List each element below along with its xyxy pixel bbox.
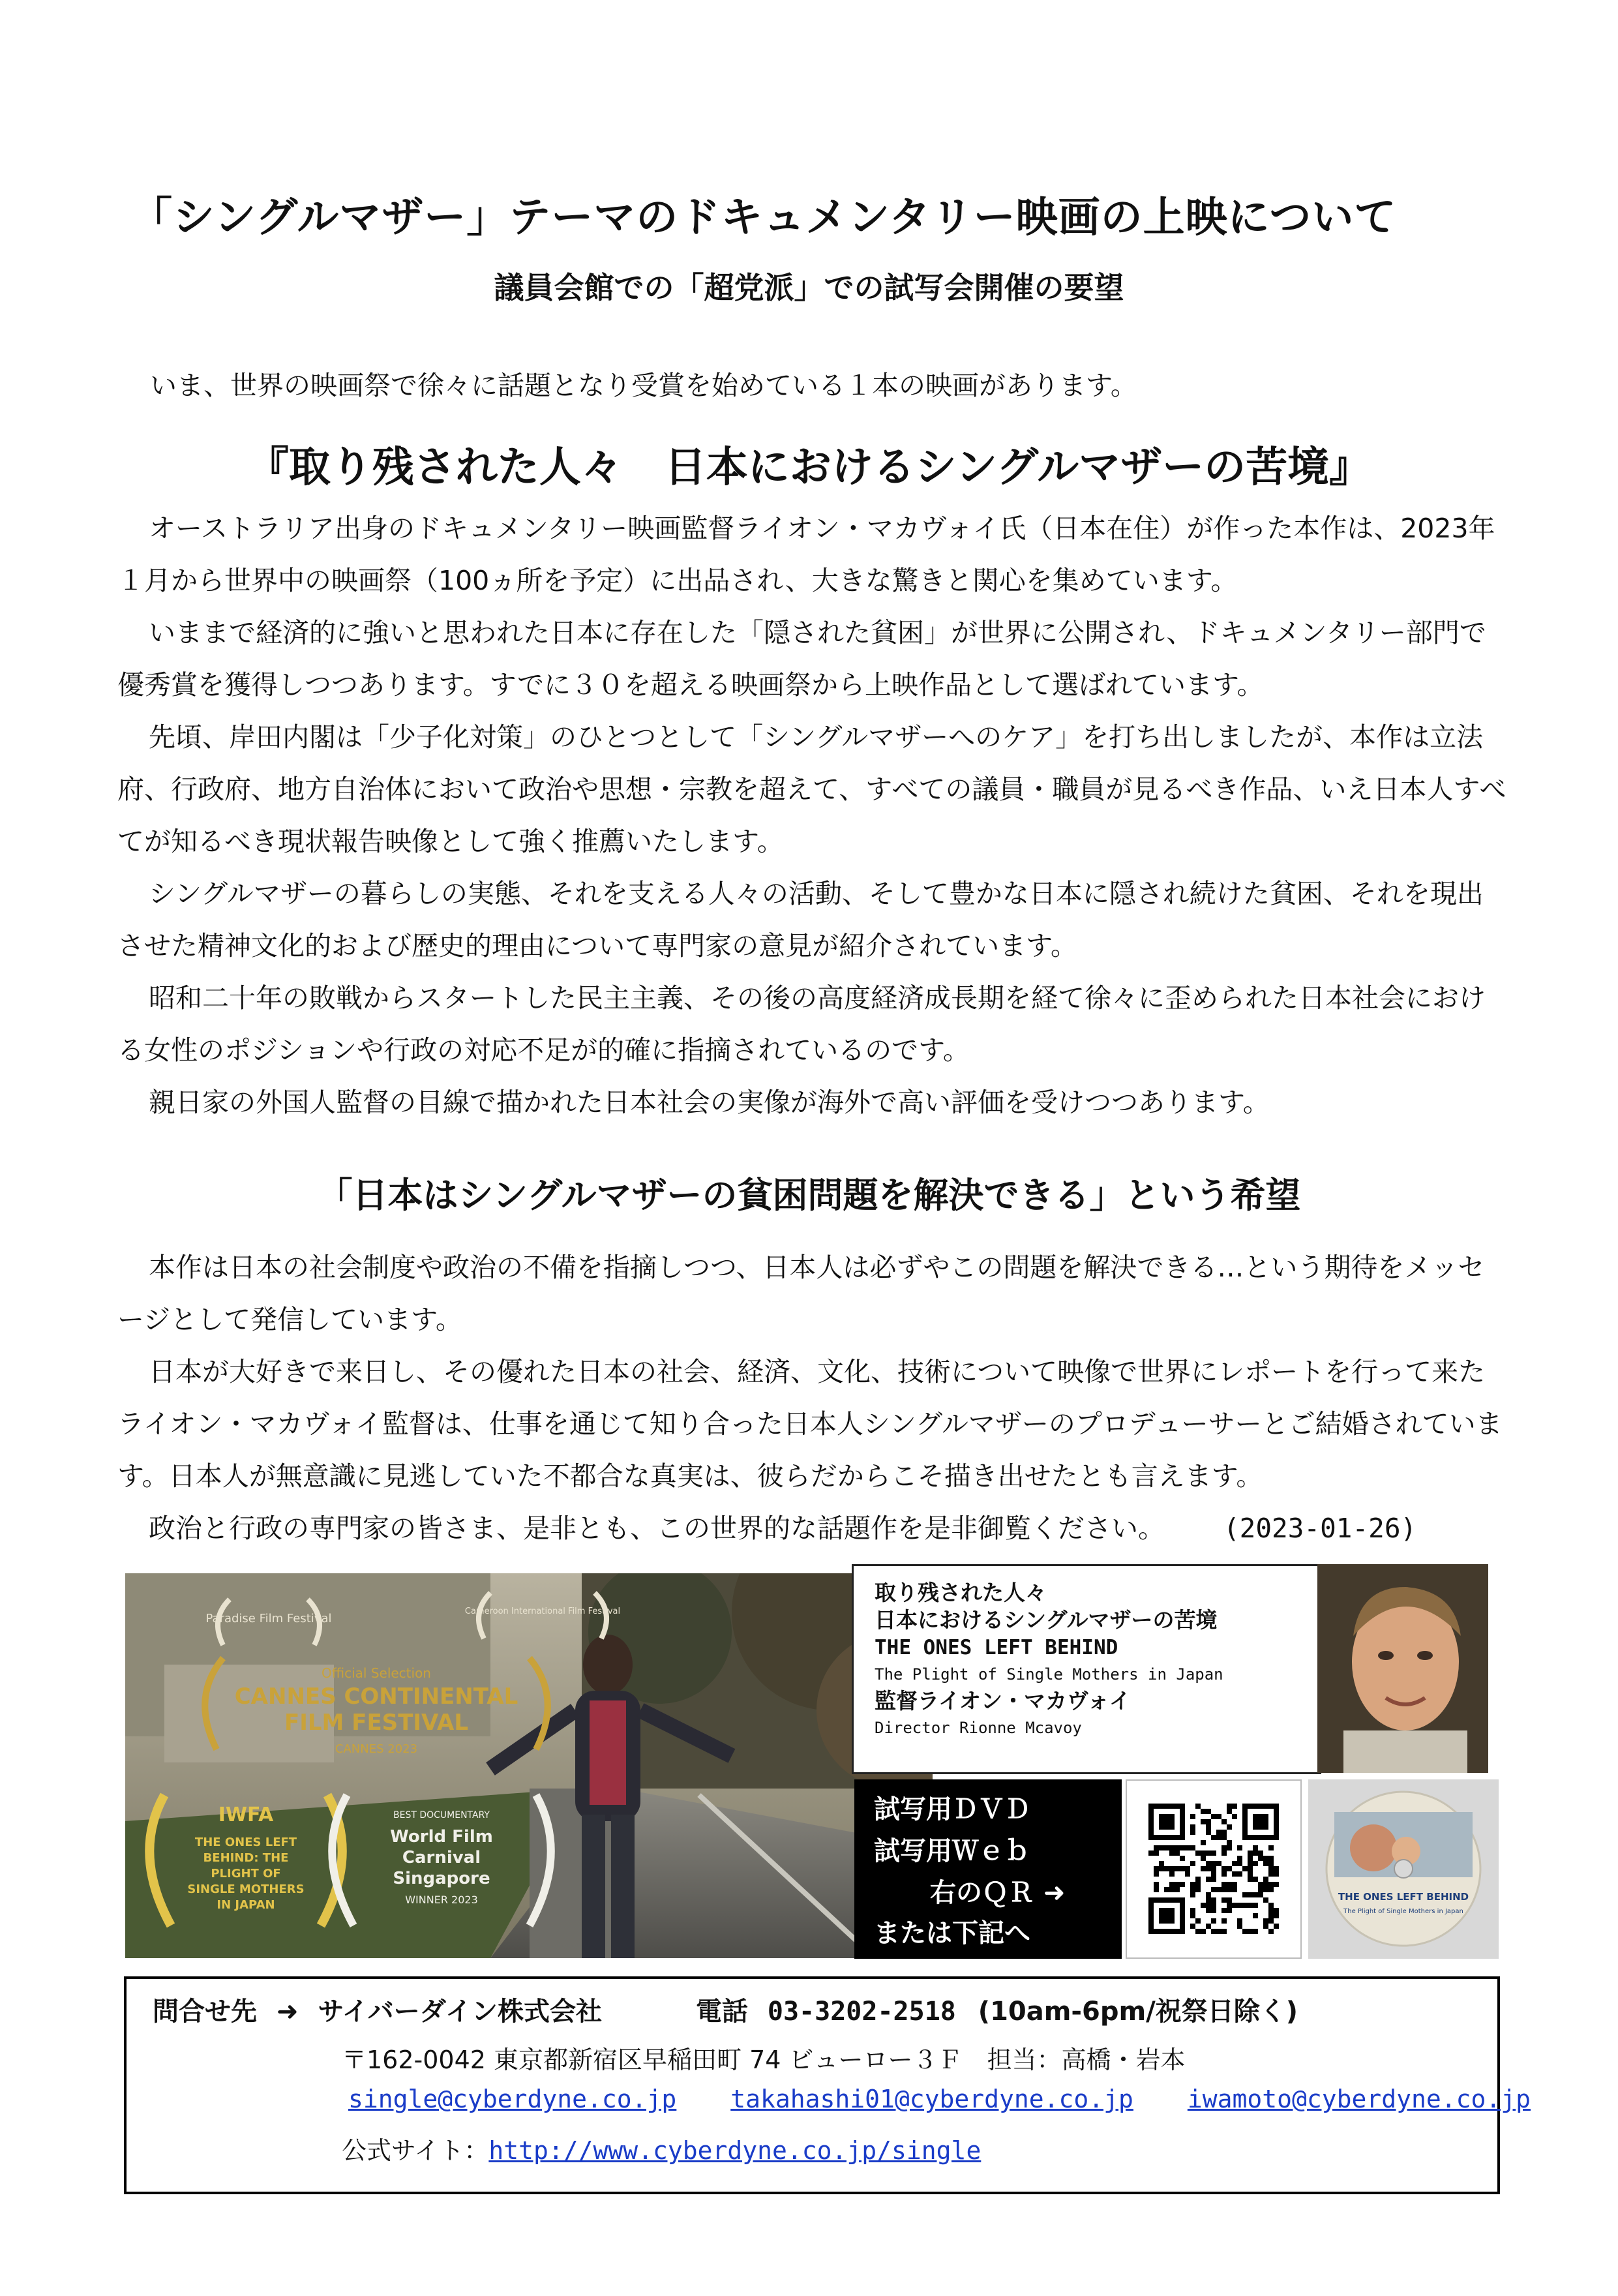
laurel-cameroon-text: Cameroon International Film Festival	[464, 1607, 621, 1616]
phone-number: 03-3202-2518	[767, 1997, 956, 2027]
section2-heading: 「日本はシングルマザーの貧困問題を解決できる」という希望	[317, 1175, 1301, 1216]
contact-box	[124, 1976, 1531, 2194]
laurel-cannes-bottom: CANNES 2023	[335, 1742, 418, 1756]
laurel-cannes-top: Official Selection	[322, 1665, 431, 1681]
website-label: 公式サイト：	[342, 2136, 489, 2165]
laurel-iwfa-line3: PLIGHT OF	[211, 1867, 281, 1881]
laurel-wfc-line2: Carnival	[402, 1848, 481, 1867]
phone-label: 電話	[695, 1997, 748, 2027]
dvd-disc-image	[1308, 1779, 1499, 1959]
dvd-line1: 試写用ＤＶＤ	[874, 1794, 1030, 1824]
info-en-subtitle: The Plight of Single Mothers in Japan	[875, 1665, 1223, 1684]
screening-info-box	[854, 1779, 1122, 1959]
website-link[interactable]: http://www.cyberdyne.co.jp/single	[488, 2136, 981, 2165]
qr-code-icon	[1127, 1781, 1300, 1957]
document-title: 「シングルマザー」テーマのドキュメンタリー映画の上映について	[130, 194, 1397, 242]
laurel-iwfa-line5: IN JAPAN	[217, 1898, 275, 1912]
contact-label: 問合せ先	[153, 1997, 257, 2027]
contact-address: 〒162-0042 東京都新宿区早稲田町 74 ビューロー３Ｆ 担当：高橋・岩本	[342, 2046, 1186, 2074]
contact-emails	[348, 2085, 1531, 2113]
document-date: (2023-01-26)	[1223, 1513, 1417, 1544]
business-hours: (10am-6pm/祝祭日除く)	[978, 1997, 1298, 2027]
info-jp-title2: 日本におけるシングルマザーの苦境	[875, 1607, 1218, 1633]
dvd-line4: または下記へ	[874, 1918, 1030, 1948]
paragraph: 先頃、岸田内閣は「少子化対策」のひとつとして「シングルマザーへのケア」を打ち出しましたが、本作は立法府、行政府、地方自治体において政治や思想・宗教を超えて、すべての議員・職員が見るべき作品、いえ日本人すべてが知るべき現状報告映像として強く推薦いたします。	[117, 721, 1506, 857]
laurel-cannes-main2: FILM FESTIVAL	[284, 1710, 468, 1736]
email-link-takahashi[interactable]: takahashi01@cyberdyne.co.jp	[730, 2085, 1133, 2113]
laurel-iwfa-line2: BEHIND: THE	[203, 1851, 289, 1865]
info-director-en: Director Rionne Mcavoy	[875, 1719, 1082, 1737]
laurel-wfc-line1: World Film	[390, 1827, 493, 1847]
laurel-wfc-top: BEST DOCUMENTARY	[393, 1810, 490, 1820]
laurel-wfc-bottom: WINNER 2023	[405, 1894, 478, 1906]
contact-line-company	[153, 1991, 1298, 2028]
woman-head	[583, 1635, 633, 1695]
paragraph: シングルマザーの暮らしの実態、それを支える人々の活動、そして豊かな日本に隠され続けた貧困、それを現出させた精神文化的および歴史的理由について専門家の意見が紹介されています。	[117, 878, 1484, 961]
document-subtitle: 議員会館での「超党派」での試写会開催の要望	[494, 270, 1124, 305]
poster-illustration	[125, 1573, 933, 1958]
paragraph: 昭和二十年の敗戦からスタートした民主主義、その後の高度経済成長期を経て徐々に歪められた日本社会における女性のポジションや行政の対応不足が的確に指摘されているのです。	[117, 982, 1486, 1066]
paragraph: オーストラリア出身のドキュメンタリー映画監督ライオン・マカヴォイ氏（日本在住）が作った本作は、2023年１月から世界中の映画祭（100ヵ所を予定）に出品され、大きな驚きと関心を集めています。	[117, 513, 1495, 596]
disc-subtitle: The Plight of Single Mothers in Japan	[1343, 1908, 1463, 1915]
laurel-iwfa-top: IWFA	[218, 1804, 274, 1826]
info-en-title: THE ONES LEFT BEHIND	[875, 1636, 1118, 1659]
section1-body	[117, 502, 1506, 1128]
info-jp-title1: 取り残された人々	[875, 1580, 1047, 1605]
laurel-wfc-line3: Singapore	[393, 1869, 490, 1888]
qr-code[interactable]	[1126, 1779, 1302, 1959]
paragraph: 本作は日本の社会制度や政治の不備を指摘しつつ、日本人は必ずやこの問題を解決できる…という期待をメッセージとして発信しています。	[117, 1252, 1485, 1335]
paragraph: いままで経済的に強いと思われた日本に存在した「隠された貧困」が世界に公開され、ドキュメンタリー部門で優秀賞を獲得しつつあります。すでに３０を超える映画祭から上映作品として選ばれています。	[117, 617, 1486, 701]
company-name: サイバーダイン株式会社	[318, 1997, 602, 2027]
paragraph	[117, 1502, 1506, 1554]
laurel-iwfa-line1: THE ONES LEFT	[194, 1835, 297, 1849]
film-title: 『取り残された人々 日本におけるシングルマザーの苦境』	[247, 444, 1371, 492]
disc-title: THE ONES LEFT BEHIND	[1338, 1891, 1469, 1903]
dvd-line3: 右のＱＲ ➜	[930, 1878, 1066, 1908]
laurel-paradise-text: Paradise Film Festival	[205, 1612, 332, 1625]
email-link-iwamoto[interactable]: iwamoto@cyberdyne.co.jp	[1187, 2085, 1531, 2113]
paragraph: 日本が大好きで来日し、その優れた日本の社会、経済、文化、技術について映像で世界にレポートを行って来たライオン・マカヴォイ監督は、仕事を通じて知り合った日本人シングルマザーのプロデューサーとご結婚されています。日本人が無意識に見逃していた不都合な真実は、彼らだからこそ描き出せたとも言えます。	[117, 1356, 1503, 1492]
email-link-single[interactable]: single@cyberdyne.co.jp	[348, 2085, 677, 2113]
intro-line: いま、世界の映画祭で徐々に話題となり受賞を始めている１本の映画があります。	[150, 370, 1137, 401]
film-poster	[125, 1573, 933, 1958]
paragraph: 親日家の外国人監督の目線で描かれた日本社会の実像が海外で高い評価を受けつつあります。	[149, 1087, 1270, 1118]
dvd-line2: 試写用Ｗｅｂ	[874, 1836, 1030, 1866]
section2-body	[117, 1241, 1506, 1554]
laurel-cannes-main1: CANNES CONTINENTAL	[234, 1684, 518, 1710]
film-info-card	[852, 1564, 1321, 1774]
info-director-jp: 監督ライオン・マカヴォイ	[875, 1688, 1131, 1714]
laurel-iwfa-line4: SINGLE MOTHERS	[187, 1882, 305, 1896]
arrow-right-icon: ➜	[276, 1997, 299, 2027]
director-portrait	[1317, 1564, 1488, 1773]
closing-paragraph: 政治と行政の専門家の皆さま、是非とも、この世界的な話題作を是非御覧ください。	[149, 1513, 1165, 1544]
contact-website	[342, 2130, 981, 2166]
